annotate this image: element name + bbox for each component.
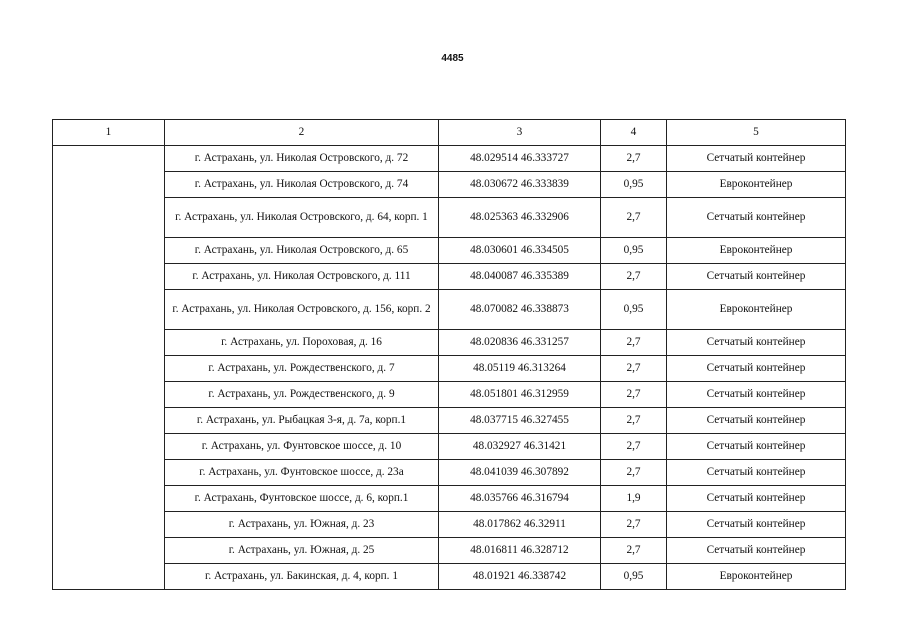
volume-cell: 2,7 — [601, 538, 667, 564]
table-row — [53, 198, 846, 238]
coordinates-cell: 48.01921 46.338742 — [439, 564, 601, 590]
container-type-cell: Евроконтейнер — [667, 290, 846, 330]
table-row — [53, 538, 846, 564]
address-cell: г. Астрахань, ул. Рождественского, д. 7 — [165, 356, 439, 382]
volume-cell: 0,95 — [601, 564, 667, 590]
coordinates-cell: 48.037715 46.327455 — [439, 408, 601, 434]
table-row — [53, 564, 846, 590]
table-row — [53, 408, 846, 434]
coordinates-cell: 48.020836 46.331257 — [439, 330, 601, 356]
address-cell: г. Астрахань, ул. Фунтовское шоссе, д. 10 — [165, 434, 439, 460]
address-cell: г. Астрахань, ул. Николая Островского, д. 74 — [165, 172, 439, 198]
volume-cell: 2,7 — [601, 382, 667, 408]
table-row — [53, 460, 846, 486]
volume-cell: 2,7 — [601, 330, 667, 356]
volume-cell: 1,9 — [601, 486, 667, 512]
coordinates-cell: 48.041039 46.307892 — [439, 460, 601, 486]
volume-cell: 0,95 — [601, 290, 667, 330]
table-row — [53, 486, 846, 512]
table-row — [53, 382, 846, 408]
volume-cell: 2,7 — [601, 146, 667, 172]
page-number: 4485 — [441, 53, 464, 64]
container-type-cell: Сетчатый контейнер — [667, 512, 846, 538]
container-type-cell: Сетчатый контейнер — [667, 382, 846, 408]
container-type-cell: Сетчатый контейнер — [667, 264, 846, 290]
address-cell: г. Астрахань, ул. Пороховая, д. 16 — [165, 330, 439, 356]
column-header: 4 — [601, 120, 667, 146]
container-type-cell: Сетчатый контейнер — [667, 356, 846, 382]
address-cell: г. Астрахань, ул. Николая Островского, д. 156, корп. 2 — [165, 290, 439, 330]
table-header-row — [53, 120, 846, 146]
container-type-cell: Евроконтейнер — [667, 238, 846, 264]
table-row — [53, 290, 846, 330]
address-cell: г. Астрахань, ул. Рыбацкая 3-я, д. 7а, корп.1 — [165, 408, 439, 434]
container-type-cell: Сетчатый контейнер — [667, 408, 846, 434]
column-header: 3 — [439, 120, 601, 146]
container-type-cell: Сетчатый контейнер — [667, 434, 846, 460]
address-cell: г. Астрахань, ул. Николая Островского, д. 65 — [165, 238, 439, 264]
address-cell: г. Астрахань, ул. Южная, д. 25 — [165, 538, 439, 564]
coordinates-cell: 48.070082 46.338873 — [439, 290, 601, 330]
coordinates-cell: 48.016811 46.328712 — [439, 538, 601, 564]
table-row — [53, 264, 846, 290]
coordinates-cell: 48.017862 46.32911 — [439, 512, 601, 538]
address-cell: г. Астрахань, ул. Николая Островского, д. 72 — [165, 146, 439, 172]
coordinates-cell: 48.032927 46.31421 — [439, 434, 601, 460]
volume-cell: 0,95 — [601, 238, 667, 264]
volume-cell: 2,7 — [601, 408, 667, 434]
address-cell: г. Астрахань, ул. Бакинская, д. 4, корп. 1 — [165, 564, 439, 590]
volume-cell: 2,7 — [601, 434, 667, 460]
column-header: 1 — [53, 120, 165, 146]
address-cell: г. Астрахань, ул. Южная, д. 23 — [165, 512, 439, 538]
table-row — [53, 330, 846, 356]
table-row — [53, 238, 846, 264]
container-type-cell: Сетчатый контейнер — [667, 486, 846, 512]
container-type-cell: Сетчатый контейнер — [667, 538, 846, 564]
volume-cell: 2,7 — [601, 356, 667, 382]
table-row — [53, 512, 846, 538]
table-row — [53, 146, 846, 172]
address-cell: г. Астрахань, ул. Николая Островского, д. 64, корп. 1 — [165, 198, 439, 238]
address-cell: г. Астрахань, Фунтовское шоссе, д. 6, корп.1 — [165, 486, 439, 512]
coordinates-cell: 48.025363 46.332906 — [439, 198, 601, 238]
container-type-cell: Евроконтейнер — [667, 564, 846, 590]
volume-cell: 0,95 — [601, 172, 667, 198]
coordinates-cell: 48.030672 46.333839 — [439, 172, 601, 198]
volume-cell: 2,7 — [601, 460, 667, 486]
coordinates-cell: 48.030601 46.334505 — [439, 238, 601, 264]
volume-cell: 2,7 — [601, 264, 667, 290]
address-cell: г. Астрахань, ул. Рождественского, д. 9 — [165, 382, 439, 408]
address-cell: г. Астрахань, ул. Фунтовское шоссе, д. 23а — [165, 460, 439, 486]
container-sites-table — [52, 119, 846, 590]
container-type-cell: Сетчатый контейнер — [667, 330, 846, 356]
table-row — [53, 172, 846, 198]
table-row — [53, 356, 846, 382]
coordinates-cell: 48.029514 46.333727 — [439, 146, 601, 172]
column-header: 2 — [165, 120, 439, 146]
column-header: 5 — [667, 120, 846, 146]
empty-first-column-cell — [53, 146, 165, 590]
coordinates-cell: 48.040087 46.335389 — [439, 264, 601, 290]
volume-cell: 2,7 — [601, 512, 667, 538]
volume-cell: 2,7 — [601, 198, 667, 238]
coordinates-cell: 48.05119 46.313264 — [439, 356, 601, 382]
container-type-cell: Евроконтейнер — [667, 172, 846, 198]
container-type-cell: Сетчатый контейнер — [667, 198, 846, 238]
table-row — [53, 434, 846, 460]
address-cell: г. Астрахань, ул. Николая Островского, д. 111 — [165, 264, 439, 290]
container-type-cell: Сетчатый контейнер — [667, 146, 846, 172]
coordinates-cell: 48.051801 46.312959 — [439, 382, 601, 408]
coordinates-cell: 48.035766 46.316794 — [439, 486, 601, 512]
container-type-cell: Сетчатый контейнер — [667, 460, 846, 486]
